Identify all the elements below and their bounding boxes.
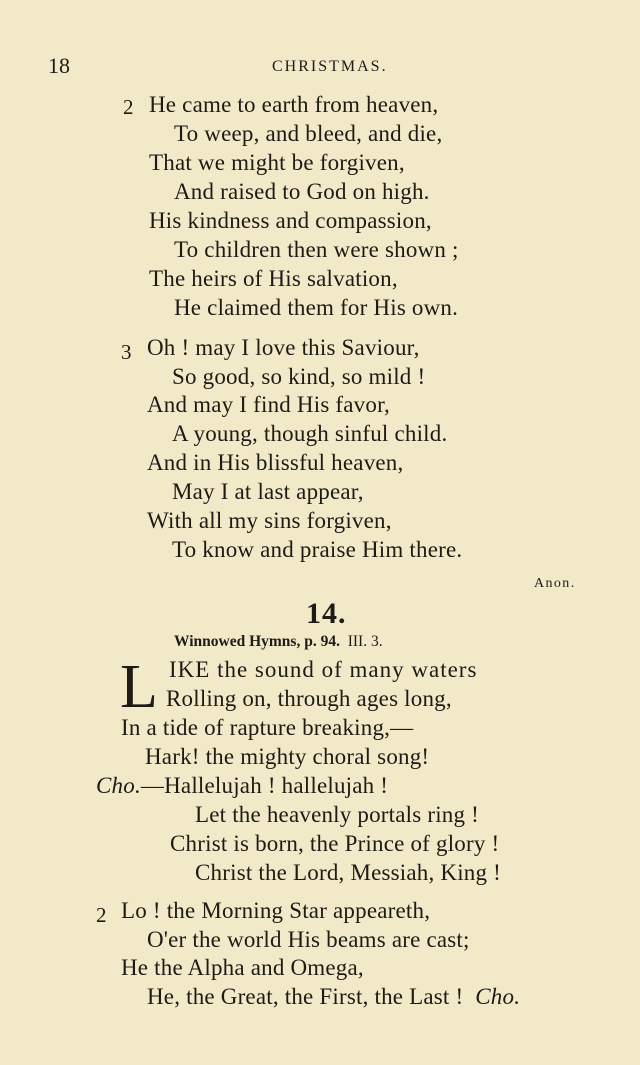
verse-line: And in His blissful heaven, [147,450,404,475]
running-head: CHRISTMAS. [272,58,388,75]
chorus-first-line [96,773,388,799]
chorus-line: Christ the Lord, Messiah, King ! [195,860,502,885]
drop-cap: L [120,653,158,721]
verse-line: May I at last appear, [172,479,364,504]
verse-number: 2 [123,95,134,119]
verse-line: IKE the sound of many waters [169,657,478,682]
verse-line: He the Alpha and Omega, [121,955,364,980]
tune-reference [174,633,383,651]
verse-line: The heirs of His salvation, [149,266,398,291]
chorus-label: Cho. [96,773,141,798]
verse-last-line [147,984,520,1010]
tune-source: Winnowed Hymns, p. 94. [174,633,340,650]
verse-line: To know and praise Him there. [172,537,463,562]
verse-line: His kindness and compassion, [149,208,432,233]
verse-line: To children then were shown ; [174,237,459,262]
verse-line: He came to earth from heaven, [149,92,439,117]
verse-line: Oh ! may I love this Saviour, [147,335,420,360]
verse-number: 2 [96,903,107,927]
verse-line: With all my sins forgiven, [147,508,392,533]
verse-line: So good, so kind, so mild ! [172,364,426,389]
verse-line: A young, though sinful child. [172,421,448,446]
verse-line: He claimed them for His own. [174,295,459,320]
verse-line: Hark! the mighty choral song! [145,744,430,769]
verse-line: That we might be forgiven, [149,150,405,175]
verse-line: Lo ! the Morning Star appeareth, [121,898,431,923]
verse-number: 3 [121,340,132,364]
chorus-reference: Cho. [475,984,521,1009]
verse-line: O'er the world His beams are cast; [147,927,470,952]
verse-line: And raised to God on high. [174,179,430,204]
page-number: 18 [48,53,70,78]
attribution: Anon. [534,576,576,591]
verse-line: To weep, and bleed, and die, [174,121,443,146]
chorus-line: —Hallelujah ! hallelujah ! [140,773,389,798]
meter: III. 3. [347,633,383,650]
hymn-number: 14. [306,597,347,630]
verse-line: And may I find His favor, [147,392,390,417]
verse-line: Rolling on, through ages long, [166,686,452,711]
chorus-line: Christ is born, the Prince of glory ! [170,831,500,856]
chorus-line: Let the heavenly portals ring ! [195,802,480,827]
verse-line: He, the Great, the First, the Last ! [147,984,464,1009]
verse-line: In a tide of rapture breaking,— [121,715,414,740]
